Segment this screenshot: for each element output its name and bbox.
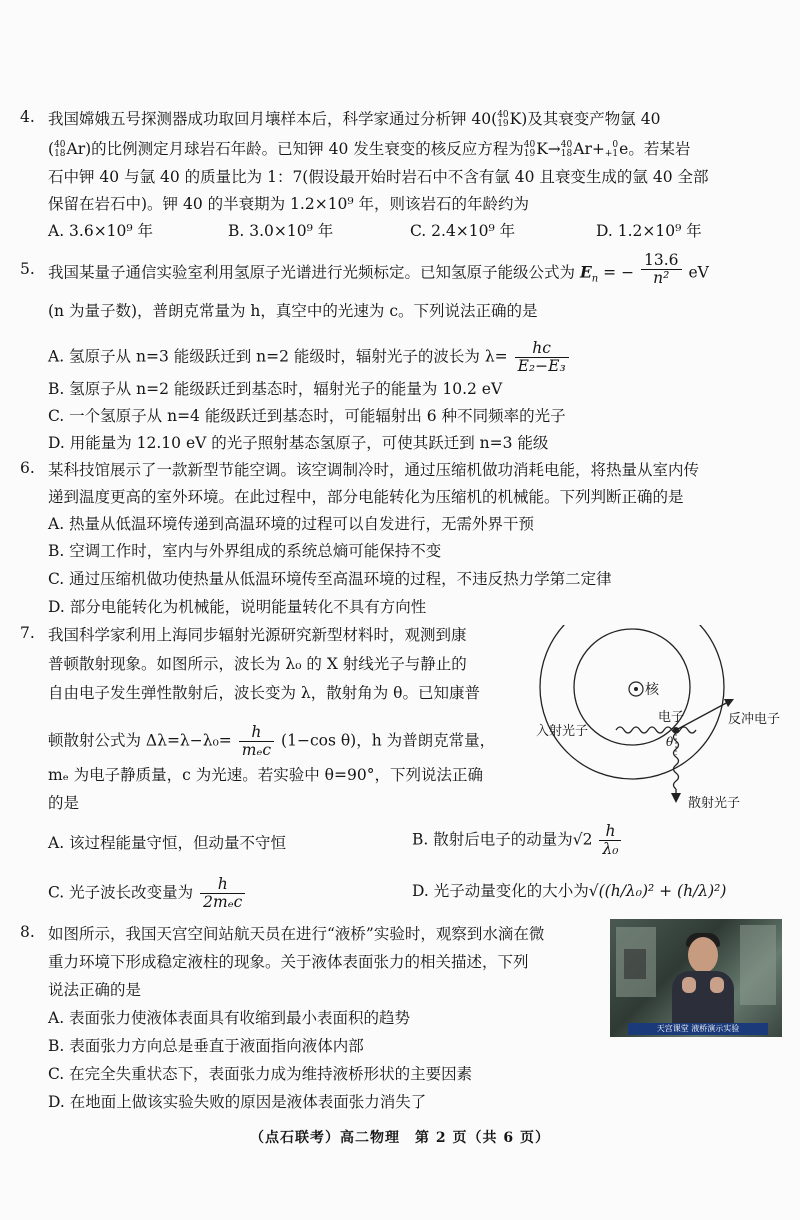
q5-option-d: D. 用能量为 12.10 eV 的光子照射基态氢原子，可使其跃迁到 n=3 能级 [48, 434, 549, 452]
nucleus-dot [634, 687, 638, 691]
q6-option-a: A. 热量从低温环境传递到高温环境的过程可以自发进行，无需外界干预 [48, 515, 535, 533]
scattered-arrowhead [671, 793, 681, 803]
compton-diagram [530, 625, 790, 825]
q7-line-1: 我国科学家利用上海同步辐射光源研究新型材料时，观测到康 [48, 626, 467, 644]
nucleus-label: 核 [645, 682, 659, 698]
q7-option-a: A. 该过程能量守恒，但动量不守恒 [48, 834, 287, 852]
scattered-photon-label: 散射光子 [688, 796, 741, 811]
electron-label: 电子 [658, 710, 685, 725]
q5-option-a: A. 氢原子从 n=3 能级跃迁到 n=2 能级时，辐射光子的波长为 λ= $\frac{hc}{\text{E₂−E₃}}$ [48, 340, 571, 375]
incident-photon-wave [616, 727, 696, 733]
q4-line-4: 保留在岩石中)。钾 40 的半衰期为 1.2×10⁹ 年，则该岩石的年龄约为 [48, 195, 530, 213]
q4-line-1: 我国嫦娥五号探测器成功取回月壤样本后，科学家通过分析钾 40( 40 19 K)及其衰变产物氩 40 [48, 110, 661, 129]
q8-option-d: D. 在地面上做该实验失败的原因是液体表面张力消失了 [48, 1093, 427, 1111]
q5-option-b: B. 氢原子从 n=2 能级跃迁到基态时，辐射光子的能量为 10.2 eV [48, 380, 503, 398]
q7-line-4: 顿散射公式为 Δλ=λ−λ₀= $\frac{h}{\text{mₑc}}$ (1−cos θ)，h 为普朗克常量， [48, 723, 496, 759]
q4-option-a: A. 3.6×10⁹ 年 [48, 222, 154, 240]
q7-line-3: 自由电子发生弹性散射后，波长变为 λ，散射角为 θ。已知康普 [48, 684, 481, 702]
q8-line-1: 如图所示，我国天宫空间站航天员在进行“液桥”实验时，观察到水滴在微 [48, 925, 545, 943]
q6-number: 6. [20, 459, 35, 477]
q7-option-d: D. 光子动量变化的大小为√((h/λ₀)² + (h/λ)²) [412, 882, 727, 900]
q5-number: 5. [20, 260, 35, 278]
q4-option-b: B. 3.0×10⁹ 年 [228, 222, 334, 240]
q7-line-5: mₑ 为电子静质量，c 为光速。若实验中 θ=90°，下列说法正确 [48, 766, 483, 784]
q7-line-2: 普顿散射现象。如图所示，波长为 λ₀ 的 X 射线光子与静止的 [48, 655, 467, 673]
q8-number: 8. [20, 923, 35, 941]
incident-photon-label: 入射光子 [536, 724, 589, 739]
q5-line-1: 我国某量子通信实验室利用氢原子光谱进行光频标定。已知氢原子能级公式为 $E_n$ = − $\frac{13.6}{\text{n²}}$ eV [48, 251, 709, 287]
q6-line-2: 递到温度更高的室外环境。在此过程中，部分电能转化为压缩机的机械能。下列判断正确的是 [48, 488, 684, 506]
q4-number: 4. [20, 108, 35, 126]
scattered-photon-wave [674, 733, 679, 789]
q4-option-c: C. 2.4×10⁹ 年 [410, 222, 516, 240]
page-footer: （点石联考）高二物理 第 2 页（共 6 页） [250, 1130, 550, 1146]
q8-line-3: 说法正确的是 [48, 981, 142, 999]
photo-caption: 天宫课堂 液桥演示实验 [628, 1023, 768, 1035]
q6-line-1: 某科技馆展示了一款新型节能空调。该空调制冷时，通过压缩机做功消耗电能，将热量从室内传 [48, 461, 700, 479]
liquid-bridge-photo [610, 919, 782, 1037]
q6-option-b: B. 空调工作时，室内与外界组成的系统总熵可能保持不变 [48, 542, 442, 560]
q7-option-b: B. 散射后电子的动量为√2 $\frac{h}{\text{λ₀}}$ [412, 823, 623, 858]
q4-line-3: 石中钾 40 与氩 40 的质量比为 1：7(假设最开始时岩石中不含有氩 40 且衰变生成的氩 40 全部 [48, 168, 709, 186]
q5-line-2: (n 为量子数)，普朗克常量为 h，真空中的光速为 c。下列说法正确的是 [48, 302, 538, 320]
recoil-electron-arrow [676, 701, 730, 730]
q6-option-c: C. 通过压缩机做功使热量从低温环境传至高温环境的过程，不违反热力学第二定律 [48, 570, 612, 588]
theta-label: θ [666, 735, 674, 749]
q8-line-2: 重力环境下形成稳定液柱的现象。关于液体表面张力的相关描述，下列 [48, 953, 529, 971]
q8-option-b: B. 表面张力方向总是垂直于液面指向液体内部 [48, 1037, 364, 1055]
q6-option-d: D. 部分电能转化为机械能，说明能量转化不具有方向性 [48, 598, 427, 616]
q7-line-6: 的是 [48, 794, 80, 812]
q8-option-a: A. 表面张力使液体表面具有收缩到最小表面积的趋势 [48, 1009, 411, 1027]
q8-option-c: C. 在完全失重状态下，表面张力成为维持液桥形状的主要因素 [48, 1065, 473, 1083]
q4-option-d: D. 1.2×10⁹ 年 [596, 222, 702, 240]
q5-option-c: C. 一个氢原子从 n=4 能级跃迁到基态时，可能辐射出 6 种不同频率的光子 [48, 407, 566, 425]
inner-orbit [574, 629, 690, 745]
q7-number: 7. [20, 624, 35, 642]
recoil-electron-label: 反冲电子 [728, 712, 781, 727]
outer-orbit [540, 625, 724, 779]
q7-option-c: C. 光子波长改变量为 $\frac{h}{\text{2mₑc}}$ [48, 876, 247, 911]
q4-line-2: ( 40 18 Ar)的比例测定月球岩石年龄。已知钾 40 发生衰变的核反应方程为 40 19 K→ 40 18 Ar+ 0 +1 e。若某岩 [48, 140, 691, 159]
